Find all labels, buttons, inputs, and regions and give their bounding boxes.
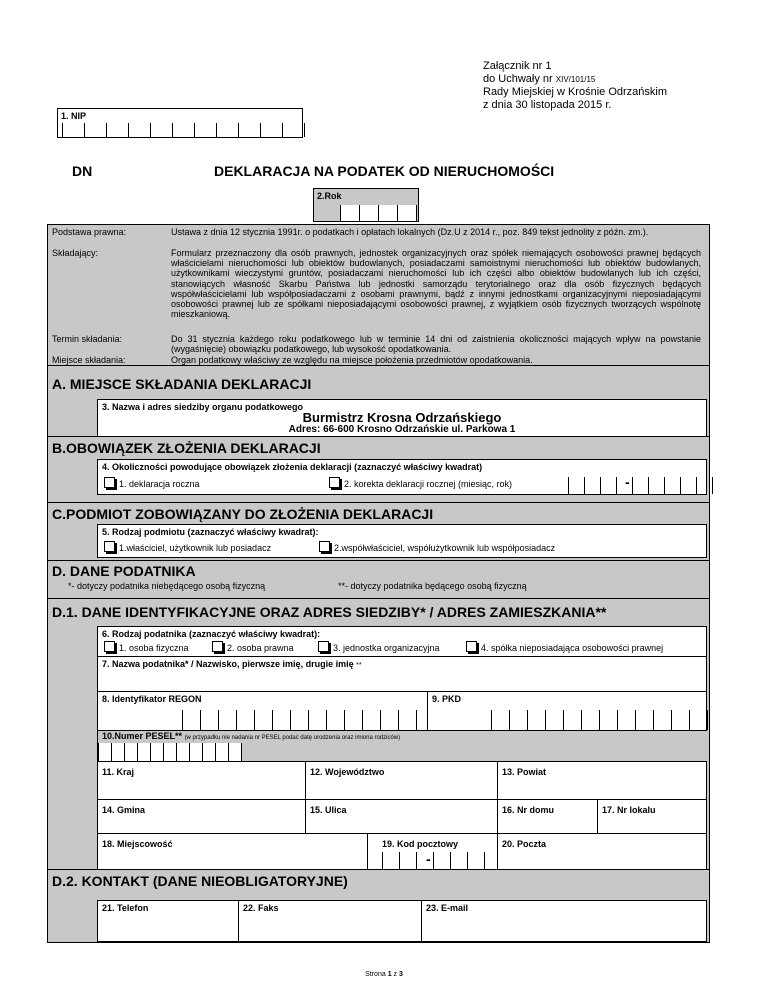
- note-non-natural: *- dotyczy podatnika niebędącego osobą fizyczną: [68, 581, 266, 591]
- section-a-title: A. MIEJSCE SKŁADANIA DEKLARACJI: [52, 376, 312, 392]
- tax-office-name: Burmistrz Krosna Odrzańskiego: [302, 410, 502, 425]
- tax-office-field: [97, 399, 707, 438]
- checkbox-icon[interactable]: [318, 641, 329, 652]
- nip-field[interactable]: [57, 108, 303, 138]
- field-21-label: 21. Telefon: [102, 903, 149, 913]
- postal-code-dash: -: [426, 851, 431, 867]
- legal-info-block: [47, 224, 710, 367]
- house-number-field[interactable]: [497, 799, 599, 835]
- place-text: Organ podatkowy właściwy ze względu na miejsce położenia przedmiotów opodatkowania.: [171, 355, 533, 365]
- field-5-label: 5. Rodzaj podmiotu (zaznaczyć właściwy kwadrat):: [102, 527, 319, 537]
- section-a: [47, 365, 710, 438]
- section-c-title: C.PODMIOT ZOBOWIĄZANY DO ZŁOŻENIA DEKLARACJI: [52, 506, 434, 522]
- section-b-title: B.OBOWIĄZEK ZŁOŻENIA DEKLARACJI: [52, 440, 321, 456]
- email-field[interactable]: [421, 900, 707, 942]
- field-4-label: 4. Okoliczności powodujące obowiązek złożenia deklaracji (zaznaczyć właściwy kwadrat): [102, 462, 483, 472]
- county-field[interactable]: [497, 761, 707, 801]
- checkbox-icon[interactable]: [319, 541, 330, 552]
- option-legal-person[interactable]: 2. osoba prawna: [212, 641, 294, 653]
- pkd-field[interactable]: [427, 691, 707, 731]
- field-17-label: 17. Nr lokalu: [602, 805, 656, 815]
- year-field[interactable]: [313, 188, 419, 222]
- field-19-label: 19. Kod pocztowy: [382, 839, 459, 849]
- option-org-unit[interactable]: 3. jednostka organizacyjna: [318, 641, 440, 653]
- phone-field[interactable]: [97, 900, 240, 942]
- regon-field[interactable]: [97, 691, 429, 731]
- fax-field[interactable]: [238, 900, 423, 942]
- section-d2-title: D.2. KONTAKT (DANE NIEOBLIGATORYJNE): [52, 873, 348, 889]
- section-d-title: D. DANE PODATNIKA: [52, 563, 196, 579]
- month-year-dash: -: [625, 474, 630, 490]
- checkbox-icon[interactable]: [212, 641, 223, 652]
- pesel-cells[interactable]: [98, 743, 242, 761]
- section-d1-title: D.1. DANE IDENTYFIKACYJNE ORAZ ADRES SIEDZIBY* / ADRES ZAMIESZKANIA**: [52, 604, 607, 620]
- street-field[interactable]: [305, 799, 499, 835]
- annex-line-3: Rady Miejskiej w Krośnie Odrzańskim: [483, 86, 667, 98]
- obligation-field: [97, 459, 707, 495]
- nip-cells[interactable]: [62, 123, 305, 137]
- section-d2: [47, 869, 710, 943]
- section-d: [47, 560, 710, 600]
- section-d1: [47, 598, 710, 871]
- note-natural: **- dotyczy podatnika będącego osobą fizyczną: [338, 581, 527, 591]
- option-correction[interactable]: 2. korekta deklaracji rocznej (miesiąc, rok): [329, 477, 512, 489]
- entity-type-field: [97, 524, 707, 558]
- field-16-label: 16. Nr domu: [502, 805, 555, 815]
- section-c: [47, 502, 710, 562]
- option-partnership[interactable]: 4. spółka nieposiadająca osobowości prawnej: [466, 641, 663, 653]
- checkbox-icon[interactable]: [466, 641, 477, 652]
- postal-code-field[interactable]: [367, 833, 499, 871]
- filer-text: Formularz przeznaczony dla osób prawnych, jednostek organizacyjnych oraz spółek niemających osobowości prawnej będących właścicielami nieruchomości lub obiektów budowlanych, posiadaczami samoistnymi nieruchomości lub obiektów budowlanych, użytkownikami wieczystymi gruntów, posiadaczami nieruchomości lub ich części albo obiektów budowlanych lub ich części, stanowiących własność Skarbu Państwa lub jednostki samorządu terytorialnego oraz dla osób fizycznych będących współwłaścicielami lub współposiadaczami z osobami prawnymi, bądź z innymi jednostkami organizacyjnymi nieposiadającymi osobowości prawnej lub ze spółkami nieposiadającymi osobowości prawnej, z wyjątkiem osób fizycznych tworzących wspólnotę mieszkaniową.: [171, 248, 701, 320]
- field-10-label: 10.Numer PESEL** (w przypadku nie nadania nr PESEL podać datę urodzenia oraz imiona rodziców): [102, 731, 401, 741]
- field-22-label: 22. Faks: [243, 903, 279, 913]
- option-co-owner[interactable]: 2.współwłaściciel, współużytkownik lub współposiadacz: [319, 541, 555, 553]
- field-8-label: 8. Identyfikator REGON: [102, 694, 202, 704]
- commune-field[interactable]: [97, 799, 307, 835]
- checkbox-icon[interactable]: [104, 477, 115, 488]
- deadline-key: Termin składania:: [52, 334, 123, 344]
- checkbox-icon[interactable]: [329, 477, 340, 488]
- option-owner[interactable]: 1.właściciel, użytkownik lub posiadacz: [104, 541, 271, 553]
- correction-month-year-cells[interactable]: [568, 477, 713, 494]
- field-7-label: 7. Nazwa podatnika* / Nazwisko, pierwsze imię, drugie imię **: [102, 659, 362, 669]
- legal-basis-text: Ustawa z dnia 12 stycznia 1991r. o podatkach i opłatach lokalnych (Dz.U z 2014 r., poz. 849 tekst jednolity z późn. zm.).: [171, 227, 649, 237]
- postal-code-cells[interactable]: [382, 852, 485, 870]
- resolution-number: XIV/101/15: [555, 75, 596, 84]
- option-natural-person[interactable]: 1. osoba fizyczna: [104, 641, 189, 653]
- field-23-label: 23. E-mail: [426, 903, 469, 913]
- country-field[interactable]: [97, 761, 307, 801]
- field-14-label: 14. Gmina: [102, 805, 146, 815]
- year-cells[interactable]: [340, 205, 417, 221]
- section-b: [47, 436, 710, 504]
- field-3-label: 3. Nazwa i adres siedziby organu podatkowego: [102, 402, 304, 412]
- year-label: 2.Rok: [317, 191, 342, 201]
- checkbox-icon[interactable]: [104, 641, 115, 652]
- legal-basis-key: Podstawa prawna:: [52, 227, 127, 237]
- field-12-label: 12. Województwo: [310, 767, 385, 777]
- field-9-label: 9. PKD: [432, 694, 462, 704]
- place-key: Miejsce składania:: [52, 355, 126, 365]
- field-11-label: 11. Kraj: [102, 767, 135, 777]
- taxpayer-type-field: [97, 626, 707, 658]
- deadline-text: Do 31 stycznia każdego roku podatkowego lub w terminie 14 dni od zaistnienia okoliczności mających wpływ na powstanie (wygaśnięcie) obowiązku podatkowego, lub wysokość opodatkowania.: [171, 334, 701, 355]
- voivodeship-field[interactable]: [305, 761, 499, 801]
- city-field[interactable]: [97, 833, 369, 871]
- nip-label: 1. NIP: [61, 111, 87, 121]
- annex-note: [483, 60, 667, 112]
- form-title: DEKLARACJA NA PODATEK OD NIERUCHOMOŚCI: [214, 163, 555, 179]
- field-20-label: 20. Poczta: [502, 839, 547, 849]
- page-number: Strona 1 z 3: [365, 971, 403, 978]
- apartment-number-field[interactable]: [597, 799, 707, 835]
- annex-line-4: z dnia 30 listopada 2015 r.: [483, 99, 612, 111]
- pesel-field[interactable]: [97, 729, 706, 761]
- field-18-label: 18. Miejscowość: [102, 839, 173, 849]
- annex-line-1: Załącznik nr 1: [483, 60, 552, 72]
- regon-cells[interactable]: [182, 710, 435, 730]
- field-6-label: 6. Rodzaj podatnika (zaznaczyć właściwy kwadrat):: [102, 629, 321, 639]
- checkbox-icon[interactable]: [104, 541, 115, 552]
- form-code: DN: [72, 163, 93, 179]
- filer-key: Składający:: [52, 248, 99, 258]
- annex-line-2: do Uchwały nr XIV/101/15: [483, 73, 596, 85]
- tax-office-address: Adres: 66-600 Krosno Odrzańskie ul. Parkowa 1: [288, 424, 516, 435]
- option-annual-declaration[interactable]: 1. deklaracja roczna: [104, 477, 200, 489]
- pkd-cells[interactable]: [491, 710, 708, 730]
- post-office-field[interactable]: [497, 833, 707, 871]
- taxpayer-name-field[interactable]: [97, 656, 707, 693]
- field-15-label: 15. Ulica: [310, 805, 347, 815]
- field-13-label: 13. Powiat: [502, 767, 547, 777]
